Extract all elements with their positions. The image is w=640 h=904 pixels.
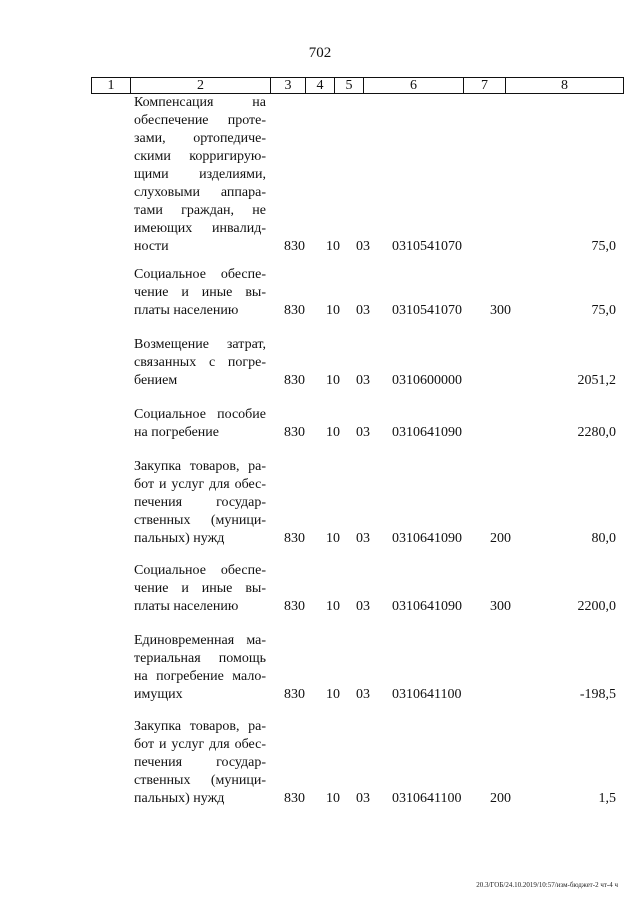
- sum-value: 2280,0: [577, 425, 616, 440]
- row-description: [134, 266, 266, 320]
- target-article-code: 0310541070: [392, 303, 462, 318]
- row-description: [134, 94, 266, 256]
- description-line: щими изделиями,: [134, 167, 266, 182]
- section-code: 10: [326, 687, 340, 702]
- target-article-code: 0310641090: [392, 531, 462, 546]
- row-description: [134, 718, 266, 808]
- description-line: бот и услуг для обес-: [134, 737, 266, 752]
- sum-value: 2051,2: [577, 373, 616, 388]
- description-line: тами граждан, не: [134, 203, 266, 218]
- subsection-code: 03: [356, 531, 370, 546]
- subsection-code: 03: [356, 791, 370, 806]
- header-cell-6: 6: [364, 78, 464, 93]
- row-description: [134, 406, 266, 442]
- admin-code: 830: [284, 425, 305, 440]
- description-line: пальных) нужд: [134, 791, 225, 806]
- description-line: зами, ортопедиче-: [134, 131, 266, 146]
- document-footer-code: 20.3/ГОБ/24.10.2019/10:57/изм-бюджет-2 чт-4 ч: [476, 881, 618, 889]
- description-line: пальных) нужд: [134, 531, 225, 546]
- description-line: Компенсация на: [134, 95, 266, 110]
- target-article-code: 0310541070: [392, 239, 462, 254]
- table-header-row: [91, 77, 624, 94]
- row-description: [134, 562, 266, 616]
- row-description: [134, 458, 266, 548]
- subsection-code: 03: [356, 303, 370, 318]
- subsection-code: 03: [356, 599, 370, 614]
- description-line: связанных с погре-: [134, 355, 266, 370]
- target-article-code: 0310641090: [392, 599, 462, 614]
- description-line: Социальное пособие: [134, 407, 266, 422]
- description-line: Закупка товаров, ра-: [134, 459, 266, 474]
- description-line: имущих: [134, 687, 183, 702]
- admin-code: 830: [284, 791, 305, 806]
- target-article-code: 0310641090: [392, 425, 462, 440]
- sum-value: 80,0: [591, 531, 616, 546]
- description-line: на погребение: [134, 425, 220, 440]
- admin-code: 830: [284, 303, 305, 318]
- admin-code: 830: [284, 531, 305, 546]
- expense-type-code: 300: [490, 599, 511, 614]
- expense-type-code: 300: [490, 303, 511, 318]
- description-line: платы населению: [134, 303, 239, 318]
- section-code: 10: [326, 531, 340, 546]
- header-cell-2: 2: [131, 78, 271, 93]
- description-line: бот и услуг для обес-: [134, 477, 266, 492]
- target-article-code: 0310641100: [392, 687, 462, 702]
- admin-code: 830: [284, 373, 305, 388]
- subsection-code: 03: [356, 687, 370, 702]
- description-line: печения государ-: [134, 755, 266, 770]
- header-cell-1: 1: [92, 78, 131, 93]
- subsection-code: 03: [356, 239, 370, 254]
- description-line: печения государ-: [134, 495, 266, 510]
- sum-value: 1,5: [598, 791, 616, 806]
- description-line: обеспечение проте-: [134, 113, 266, 128]
- description-line: чение и иные вы-: [134, 581, 266, 596]
- row-description: [134, 336, 266, 390]
- admin-code: 830: [284, 239, 305, 254]
- section-code: 10: [326, 239, 340, 254]
- description-line: на погребение мало-: [134, 669, 266, 684]
- description-line: териальная помощь: [134, 651, 266, 666]
- section-code: 10: [326, 599, 340, 614]
- header-cell-8: 8: [561, 78, 568, 93]
- section-code: 10: [326, 791, 340, 806]
- admin-code: 830: [284, 599, 305, 614]
- sum-value: -198,5: [579, 687, 616, 702]
- description-line: Социальное обеспе-: [134, 267, 266, 282]
- section-code: 10: [326, 425, 340, 440]
- target-article-code: 0310641100: [392, 791, 462, 806]
- header-cell-5: 5: [335, 78, 364, 93]
- sum-value: 75,0: [591, 239, 616, 254]
- page-number: 702: [308, 45, 332, 61]
- description-line: чение и иные вы-: [134, 285, 266, 300]
- description-line: ственных (муници-: [134, 773, 266, 788]
- header-cell-7: 7: [464, 78, 506, 93]
- subsection-code: 03: [356, 373, 370, 388]
- description-line: Единовременная ма-: [134, 633, 266, 648]
- admin-code: 830: [284, 687, 305, 702]
- row-description: [134, 632, 266, 704]
- sum-value: 75,0: [591, 303, 616, 318]
- description-line: Закупка товаров, ра-: [134, 719, 266, 734]
- sum-value: 2200,0: [577, 599, 616, 614]
- target-article-code: 0310600000: [392, 373, 462, 388]
- description-line: платы населению: [134, 599, 239, 614]
- description-line: слуховыми аппара-: [134, 185, 266, 200]
- section-code: 10: [326, 303, 340, 318]
- header-cell-3: 3: [271, 78, 306, 93]
- description-line: скими корригирую-: [134, 149, 266, 164]
- description-line: имеющих инвалид-: [134, 221, 266, 236]
- description-line: Возмещение затрат,: [134, 337, 266, 352]
- description-line: бением: [134, 373, 178, 388]
- expense-type-code: 200: [490, 531, 511, 546]
- description-line: Социальное обеспе-: [134, 563, 266, 578]
- description-line: ности: [134, 239, 169, 254]
- subsection-code: 03: [356, 425, 370, 440]
- description-line: ственных (муници-: [134, 513, 266, 528]
- section-code: 10: [326, 373, 340, 388]
- header-cell-4: 4: [306, 78, 335, 93]
- expense-type-code: 200: [490, 791, 511, 806]
